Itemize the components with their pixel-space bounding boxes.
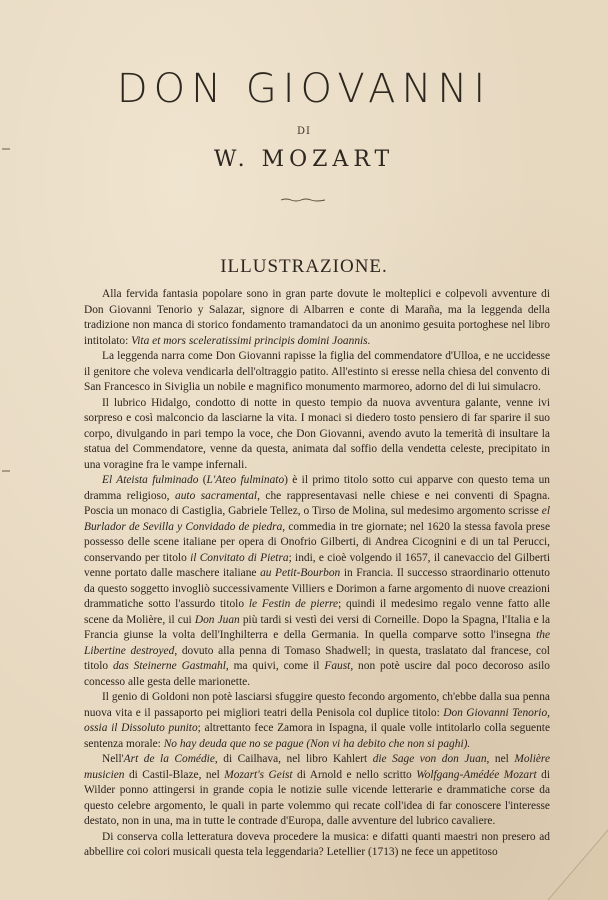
paragraph (84, 830, 550, 861)
italic-run: Vita et mors sceleratissimi principis domini Joannis. (131, 334, 371, 347)
text-run: Di conserva colla letteratura doveva procedere la musica: e difatti quanti maestri non presero ad abbellire coi colori musicali questa tela leggendaria? Letellier (1713) ne fece un appetitoso (84, 830, 550, 858)
italic-run: Molière musicien (84, 753, 550, 781)
italic-run: El Ateista fulminado (102, 474, 199, 486)
text-run: , commedia in tre giornate; nel 1620 la stessa favola prese possesso delle scene italiane per opera di Onofrio Gilberti, di Andrea Cicognini e di un tal Perucci, conservando per titolo (84, 520, 550, 564)
text-run: ; indi, e cioè volgendo il 1657, il canevaccio del Gilberti venne portato dalle maschere italiane (84, 551, 550, 579)
edge-mark (2, 148, 10, 150)
paragraph (84, 287, 550, 349)
text-run: ( (198, 474, 207, 486)
italic-run: Wolfgang-Amédée Mozart (416, 768, 537, 781)
text-run: di Arnold e nello scritto (292, 768, 417, 781)
text-run: in Francia. Il successo straordinario ottenuto da questo soggetto invogliò successivamente Villiers e Dorimon a farne argomento di nuove creazioni drammatiche sotto l'assurdo titolo (84, 567, 550, 610)
italic-run: Don Giovanni Tenorio, ossia il Dissoluto punito (84, 706, 550, 734)
italic-run: L'Ateo fulminato (206, 474, 285, 486)
text-run: di Wilder ponno attingersi in grande copia le notizie sulle vicende letterarie e drammatiche corse da questo celebre argomento, le quali in parte volemmo qui recate coll'idea di far conoscere l'interesse destato, non in una, ma in tutte le contrade d'Europa, dalle avventure del lubrico cavaliere. (84, 768, 550, 827)
title-preposition: DI (297, 126, 311, 137)
paragraph (84, 349, 550, 396)
text-run: Il genio di Goldoni non potè lasciarsi sfuggire questo fecondo argomento, ch'ebbe dalla sua penna nuova vita e il passaporto pei migliori teatri della Penisola col duplice titolo: (84, 691, 550, 719)
text-run: , nel (486, 753, 515, 765)
italic-run: Don Juan (194, 613, 240, 626)
italic-run: auto sacramental (175, 489, 258, 502)
text-run: ; altrettanto fece Zamora in Ispagna, il quale volle intitolarlo colla seguente sentenza morale: (84, 722, 551, 750)
italic-run: il Convitato di Pietra (190, 551, 289, 564)
page-title: DON GIOVANNI (116, 66, 492, 112)
italic-run: die Sage von don Juan (372, 753, 487, 765)
text-run: , di Cailhava, nel libro Kahlert (214, 753, 373, 765)
paragraph (84, 396, 550, 474)
edge-mark (2, 470, 10, 472)
text-run: Alla fervida fantasia popolare sono in gran parte dovute le molteplici e colpevoli avventure di Don Giovanni Tenorio y Salazar, signore di Albarren e conte di Maraña, ma la leggenda della tradizione non manca di storico fondamento tramandatoci da un anonimo gesuita portoghese nel libro intitolato: (84, 288, 550, 347)
text-run: , che rappresentavasi nelle chiese e nei conventi di Spagna. Poscia un monaco di Castiglia, Gabriele Tellez, o Tirso de Molina, sul medesimo argomento scrisse (84, 489, 550, 517)
italic-run: Faust (324, 660, 351, 672)
paragraph (84, 752, 550, 830)
italic-run: the Libertine destroyed (84, 629, 550, 657)
paragraph (84, 690, 550, 752)
page-fold (518, 810, 608, 900)
text-run: ; quindi il medesimo regalo venne fatto alle scene da Molière, il cui (84, 598, 550, 626)
italic-run: Art de la Comédie (123, 753, 215, 765)
text-run: La leggenda narra come Don Giovanni rapisse la figlia del commendatore d'Ulloa, e ne uccidesse il genitore che voleva vendicarla dell'oltraggio patito. All'estinto si eresse nella chiesa del convento di San Francesco in Siviglia un nobile e magnifico monumento marmoreo, adorno del di lui simulacro. (84, 350, 550, 393)
text-run: ) è il primo titolo sotto cui apparve con questo tema un dramma religioso, (84, 474, 550, 502)
italic-run: el Burlador de Sevilla y Convidado de piedra (84, 505, 550, 533)
italic-run: le Festin de pierre (248, 598, 339, 610)
italic-run: Mozart's Geist (224, 768, 293, 781)
text-run: , dovuto alla penna di Tomaso Shadwell; in questa, traslatato dal francese, col titolo (84, 644, 550, 672)
italic-run: au Petit-Bourbon (260, 567, 341, 579)
text-run: Il lubrico Hidalgo, condotto di notte in questo tempio da nuova avventura galante, venne ivi sorpreso e così malconcio da lasciarne la vita. I monaci si diedero tosto pensiero di far sparire il suo corpo, divulgando in pari tempo la voce, che Don Giovanni, avendo avuto la temerità di insultare la statua del Commendatore, venne da questa, animata dal soffio della vendetta celeste, precipitato in una voragine fra le vampe infernali. (84, 396, 550, 471)
italic-run: das Steinerne Gastmahl (112, 660, 226, 672)
text-run: , ma quivi, come il (225, 660, 325, 672)
text-run: di Castil-Blaze, nel (124, 768, 225, 781)
italic-run: No hay deuda que no se pague (Non vi ha debito che non si paghi). (163, 737, 471, 750)
text-run: , non potè uscire dal poco decoroso asilo concesso alle gesta delle marionette. (84, 660, 550, 688)
author-name: W. MOZART (213, 147, 395, 172)
section-heading: ILLUSTRAZIONE. (220, 256, 388, 277)
text-run: più tardi si vestì dei versi di Corneille. Dopo la Spagna, l'Italia e la Francia giunse la volta dell'Inghilterra e della Germania. In quella comparve sotto l'insegna (84, 613, 551, 641)
body-text (84, 287, 550, 861)
ornament-divider (280, 198, 326, 202)
text-run: Nell' (102, 753, 124, 765)
paragraph (84, 473, 550, 690)
